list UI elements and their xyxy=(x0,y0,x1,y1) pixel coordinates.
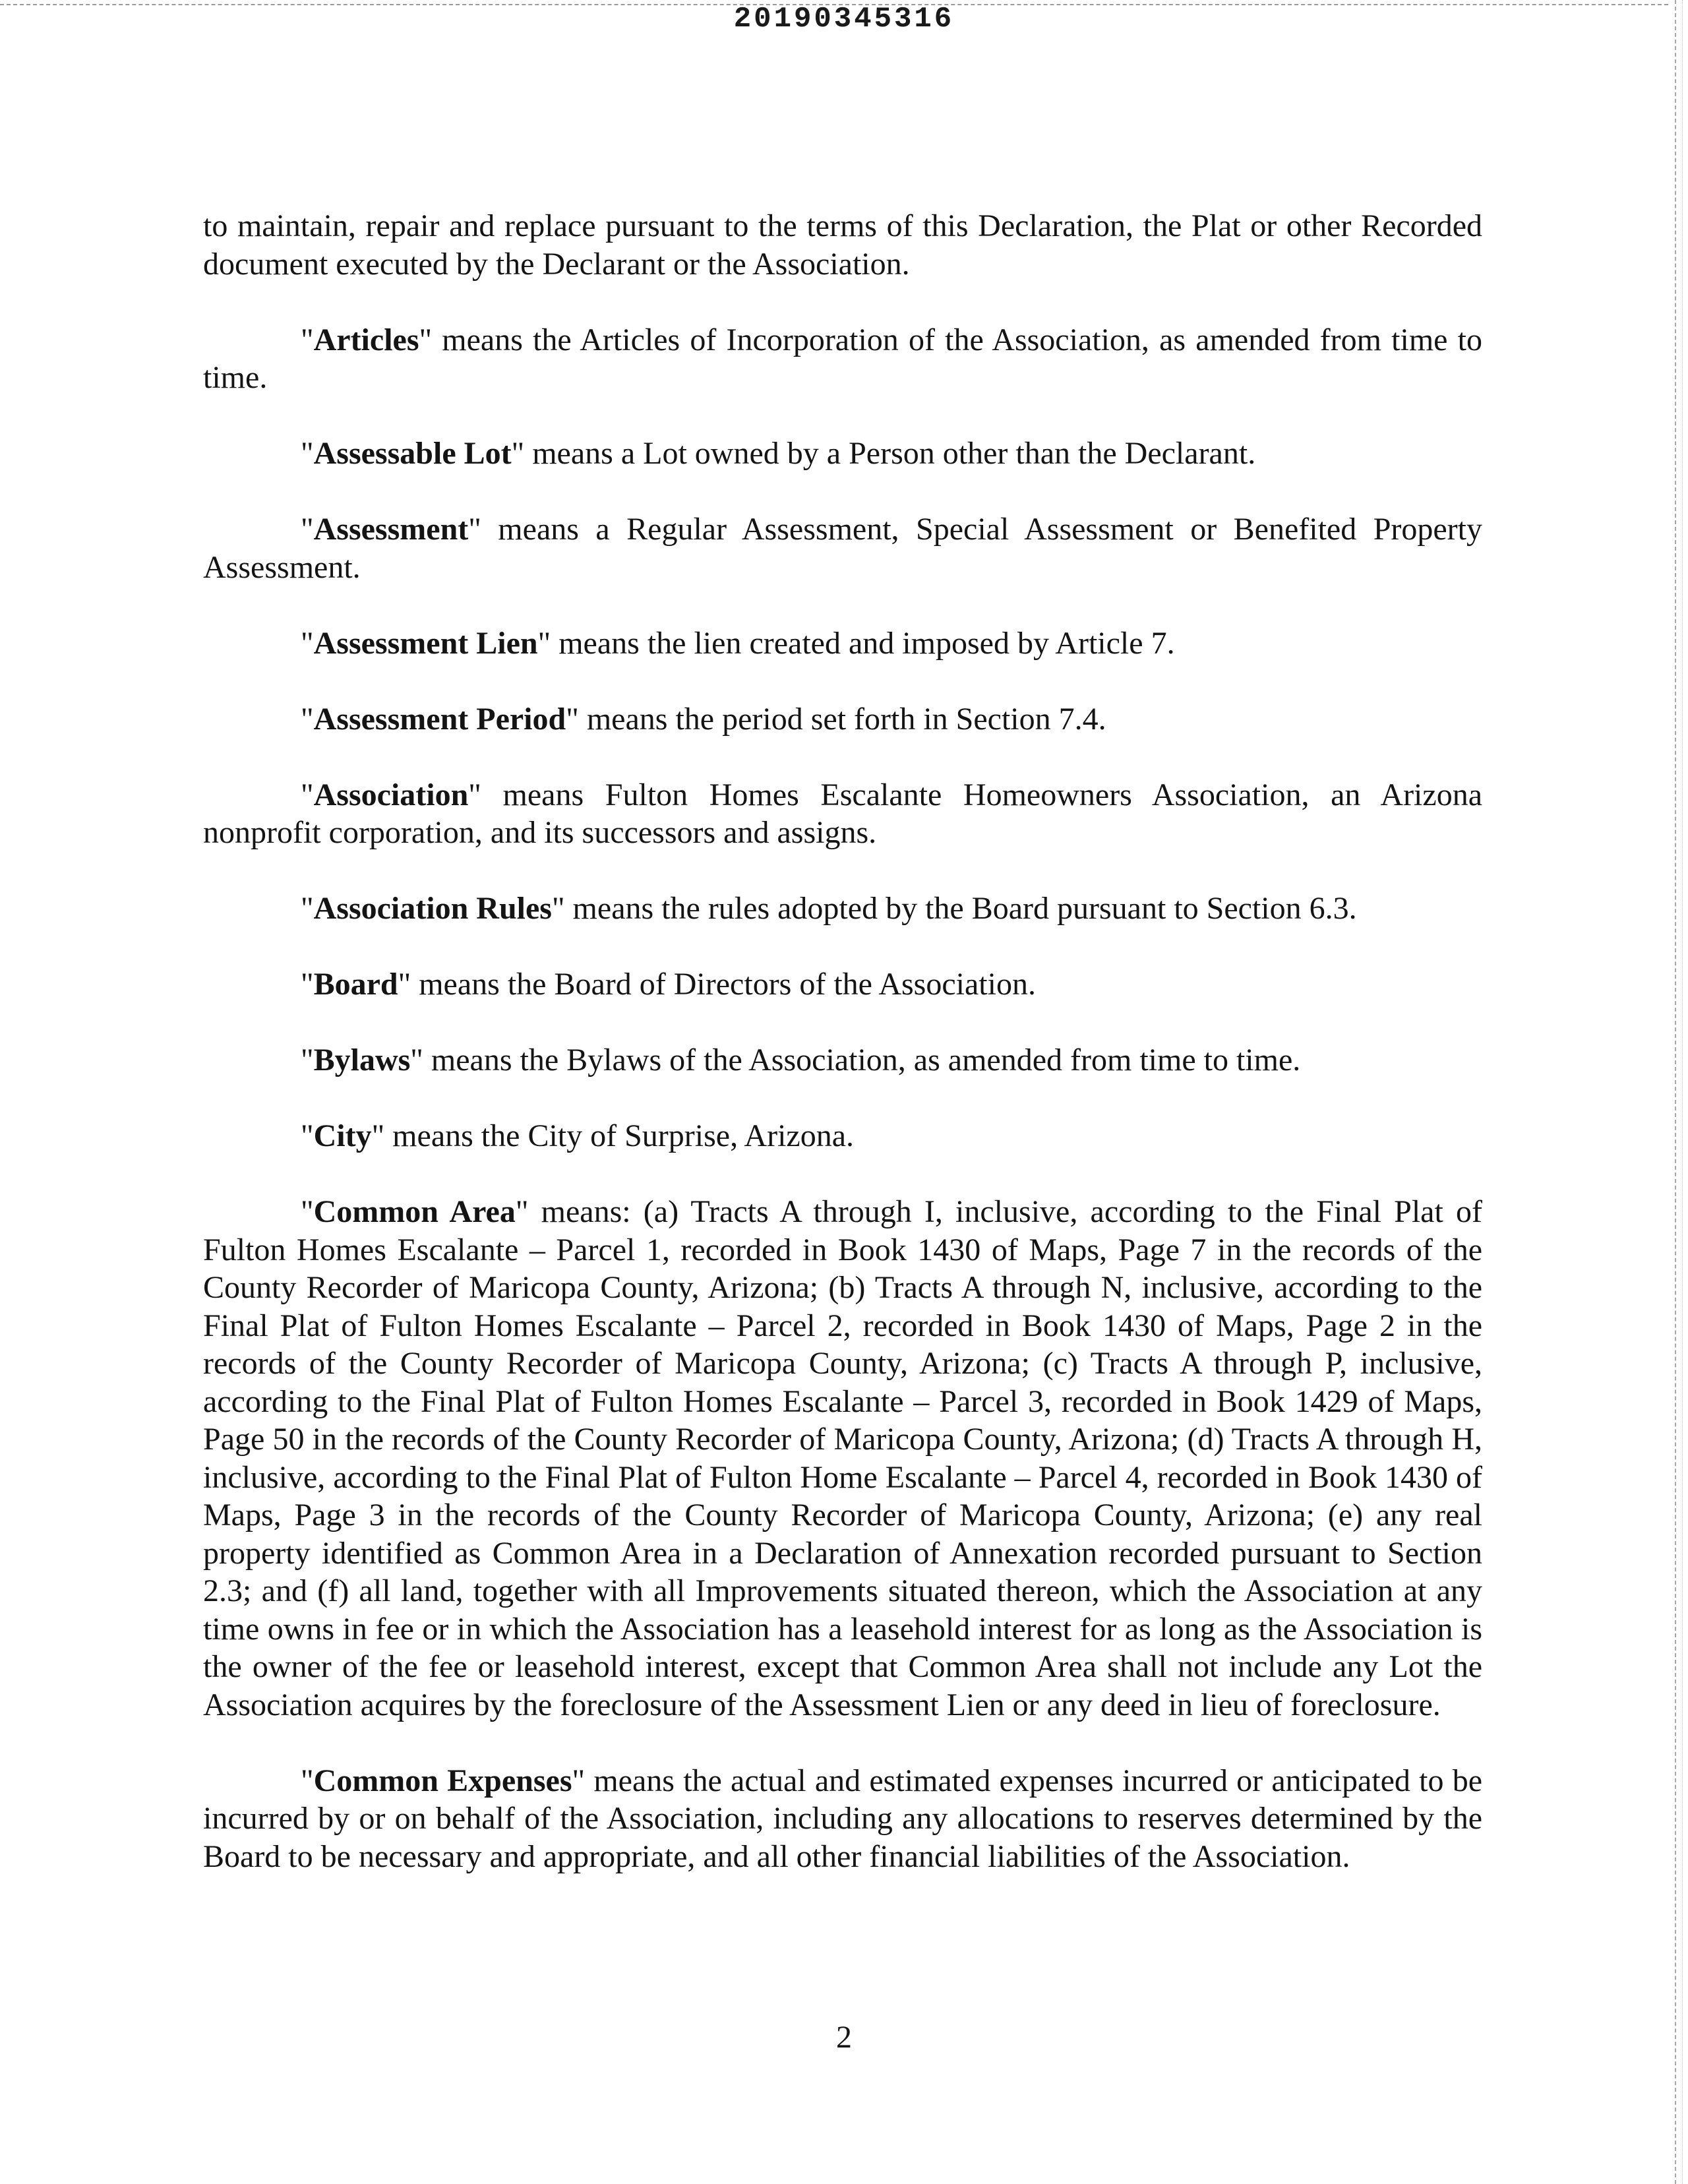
definition-assessment-period: "Assessment Period" means the period set forth in Section 7.4. xyxy=(301,701,1106,737)
definition-text: means the City of Surprise, Arizona. xyxy=(384,1118,855,1153)
definition-text: means: (a) Tracts A through I, inclusive, according to the Final Plat of Fulton Homes Escalante – Parcel 1, recorded in Book 1430 of Maps, Page 7 in the records of the County Recorder of Maricopa County, Arizona; (b) Tracts A through N, inclusive, according to the Final Plat of Fulton Homes Escalante – Parcel 2, recorded in Book 1430 of Maps, Page 2 in the records of the County Recorder of Maricopa County, Arizona; (c) Tracts A through P, inclusive, according to the Final Plat of Fulton Homes Escalante – Parcel 3, recorded in Book 1429 of Maps, Page 50 in the records of the County Recorder of Maricopa County, Arizona; (d) Tracts A through H, inclusive, according to the Final Plat of Fulton Home Escalante – Parcel 4, recorded in Book 1430 of Maps, Page 3 in the records of the County Recorder of Maricopa County, Arizona; (e) any real property identified as Common Area in a Declaration of Annexation recorded pursuant to Section 2.3; and (f) all land, together with all Improvements situated thereon, which the Association at any time owns in fee or in which the Association has a leasehold interest for as long as the Association is the owner of the fee or leasehold interest, except that Common Area shall not include any Lot the Association acquires by the foreclosure of the Assessment Lien or any deed in lieu of foreclosure. xyxy=(203,1194,1482,1722)
definition-common-expenses: "Common Expenses" means the actual and estimated expenses incurred or anticipated to be incurred by or on behalf of the Association, including any allocations to reserves determined by the Board to be necessary and appropriate, and all other financial liabilities of the Association. xyxy=(203,1763,1483,1874)
definition-text: means a Regular Assessment, Special Assessment or Benefited Property Assessment. xyxy=(203,512,1482,585)
defined-term: Association xyxy=(313,777,469,812)
definition-text: means the rules adopted by the Board pursuant to Section 6.3. xyxy=(564,891,1357,926)
page-number: 2 xyxy=(836,2020,852,2055)
definition-text: means the Articles of Incorporation of the Association, as amended from time to time. xyxy=(203,322,1482,395)
defined-term: Association Rules xyxy=(313,891,552,926)
definition-association-rules: "Association Rules" means the rules adopted by the Board pursuant to Section 6.3. xyxy=(301,891,1357,926)
definition-text: means the period set forth in Section 7.4. xyxy=(578,701,1106,737)
defined-term: Assessable Lot xyxy=(313,436,512,471)
definition-text: means Fulton Homes Escalante Homeowners Association, an Arizona nonprofit corporation, and its successors and assigns. xyxy=(203,777,1482,850)
defined-term: Assessment Lien xyxy=(313,625,538,661)
defined-term: Board xyxy=(313,967,398,1002)
defined-term: Articles xyxy=(313,322,419,357)
definition-common-area: "Common Area" means: (a) Tracts A through I, inclusive, according to the Final Plat of Fulton Homes Escalante – Parcel 1, recorded in Book 1430 of Maps, Page 7 in the records of the County Recorder of Maricopa County, Arizona; (b) Tracts A through N, inclusive, according to the Final Plat of Fulton Homes Escalante – Parcel 2, recorded in Book 1430 of Maps, Page 2 in the records of the County Recorder of Maricopa County, Arizona; (c) Tracts A through P, inclusive, according to the Final Plat of Fulton Homes Escalante – Parcel 3, recorded in Book 1429 of Maps, Page 50 in the records of the County Recorder of Maricopa County, Arizona; (d) Tracts A through H, inclusive, according to the Final Plat of Fulton Home Escalante – Parcel 4, recorded in Book 1430 of Maps, Page 3 in the records of the County Recorder of Maricopa County, Arizona; (e) any real property identified as Common Area in a Declaration of Annexation recorded pursuant to Section 2.3; and (f) all land, together with all Improvements situated thereon, which the Association at any time owns in fee or in which the Association has a leasehold interest for as long as the Association is the owner of the fee or leasehold interest, except that Common Area shall not include any Lot the Association acquires by the foreclosure of the Assessment Lien or any deed in lieu of foreclosure. xyxy=(203,1194,1482,1722)
paragraph-text: to maintain, repair and replace pursuant to the terms of this Declaration, the Plat or other Recorded document executed by the Declarant or the Association. xyxy=(203,208,1482,282)
definition-text: means the Bylaws of the Association, as amended from time to time. xyxy=(423,1043,1301,1077)
defined-term: Assessment Period xyxy=(313,701,566,737)
paragraph-continuation xyxy=(203,207,1482,283)
definition-city: "City" means the City of Surprise, Arizona. xyxy=(301,1118,855,1153)
definition-text: means the actual and estimated expenses incurred or anticipated to be incurred by or on behalf of the Association, including any allocations to reserves determined by the Board to be necessary and appropriate, and all other financial liabilities of the Association. xyxy=(203,1763,1483,1874)
definition-text: means a Lot owned by a Person other than the Declarant. xyxy=(524,436,1256,471)
definition-articles: "Articles" means the Articles of Incorporation of the Association, as amended from time to time. xyxy=(203,322,1482,395)
definition-text: means the lien created and imposed by Article 7. xyxy=(551,625,1175,661)
defined-term: Common Area xyxy=(313,1194,516,1229)
defined-term: Assessment xyxy=(313,512,469,547)
document-body xyxy=(203,207,1482,1875)
defined-term: City xyxy=(313,1118,372,1153)
scan-edge-right-secondary xyxy=(1682,0,1683,2184)
definition-bylaws: "Bylaws" means the Bylaws of the Association, as amended from time to time. xyxy=(301,1043,1301,1077)
definition-board: "Board" means the Board of Directors of the Association. xyxy=(301,967,1036,1002)
definition-assessment: "Assessment" means a Regular Assessment, Special Assessment or Benefited Property Assessment. xyxy=(203,512,1482,585)
defined-term: Bylaws xyxy=(313,1043,411,1077)
definition-association: "Association" means Fulton Homes Escalante Homeowners Association, an Arizona nonprofit corporation, and its successors and assigns. xyxy=(203,777,1482,850)
recording-number: 20190345316 xyxy=(733,3,955,36)
defined-term: Common Expenses xyxy=(313,1763,572,1798)
scan-edge-right xyxy=(1675,0,1676,2184)
definition-assessment-lien: "Assessment Lien" means the lien created and imposed by Article 7. xyxy=(301,625,1175,661)
definition-text: means the Board of Directors of the Association. xyxy=(411,967,1036,1002)
definition-assessable-lot: "Assessable Lot" means a Lot owned by a Person other than the Declarant. xyxy=(301,436,1256,471)
